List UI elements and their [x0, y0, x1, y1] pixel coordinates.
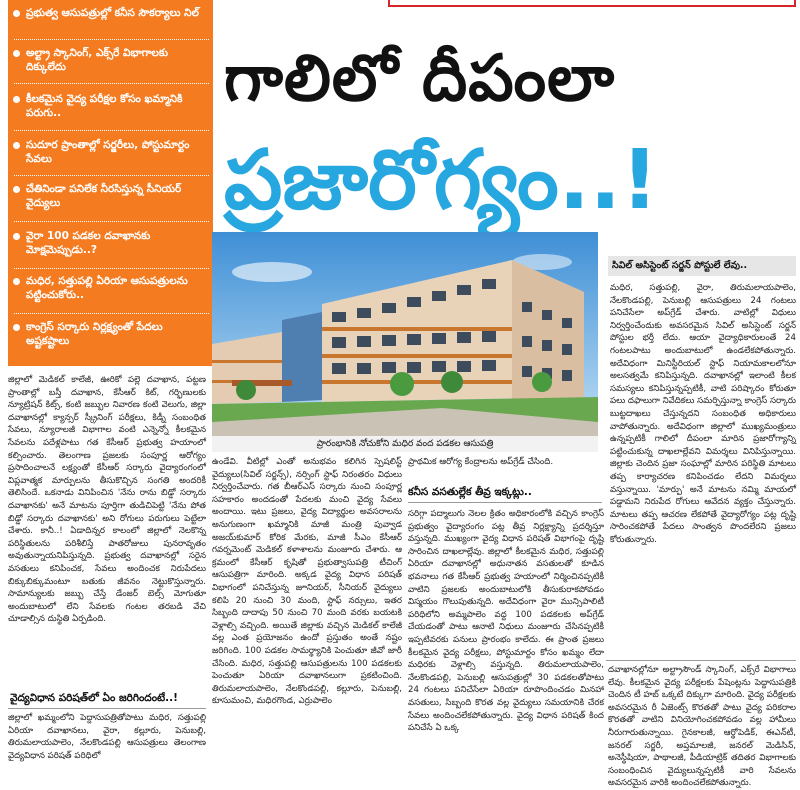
divider	[8, 708, 206, 709]
bullet-icon	[13, 186, 20, 193]
left-subheading: వైద్యవిధాన పరిషత్‌లో ఏం జరిగిందంటే..!	[10, 692, 178, 704]
divider	[14, 130, 209, 131]
left-column-text-1: జిల్లాలో మెడికల్ కాలేజీ, ఊరికో పల్లె దవాఖాన, పట్టణ ప్రాంతాల్లో బస్తీ దవాఖాన, కేసీఆర్ కిట్, గర్భిణులకు న్యూట్రిషన్ కిట్స్, కంటి జబ్బుల నివారణ కంటి వెలుగు, జిల్లా దవాఖానల్లో క్యాన్సర్ స్క్రీనింగ్ పరీక్షలు, కిడ్నీ సంబంధిత సేవలు, న్యూరాలజీ విభాగాల వంటి ఎన్నెన్నో కీలకమైన సేవలను పదేళ్లపాటు గత కేసీఆర్ ప్రభుత్వ హయాంలో కల్పించారు. తెలంగాణ ప్రజలకు సంపూర్ణ ఆరోగ్యం ప్రసాదించాలనే లక్ష్యంతో కేసీఆర్ సర్కారు వైద్యారంగంలో విప్లవాత్మక మార్పులను తీసుకొచ్చిన సంగతి అందరికీ తెలిసిందే. ఒకనాడు వినిపించిన 'నేను రాను బిడ్డో సర్కారు దవాఖానకు' అనే మాటను పూర్తిగా తుడిచిపెట్టి 'నేను పోత బిడ్డో సర్కారు దవాఖానకు' అని రోగులు పరుగులు పెట్టేలా చేశారు. కానీ..! ఏడాదిన్నర కాలంలో జిల్లాలో నెలకొన్న పరిస్థితులను పరిశీలిస్తే పాతరోజులు పునరావృతం అవుతున్నాయనిపిస్తున్నది. ప్రభుత్వ దవాఖానల్లో సరైన వసతులు కనిపించక, సేవలు అందించక నిరుపేదలు బిక్కుబిక్కుమంటూ బతుకు జీవనం నెట్టుకొస్తున్నారు. సామాన్యులకు జబ్బు చేస్తే డేంజర్ బెల్స్ మోగుతూ అందుబాటులో లేని సేవలకు గంటల తరబడి వేచి చూడాల్సిన దుస్థితి ఏర్పడింది.	[8, 375, 206, 625]
divider	[408, 502, 602, 503]
hospital-photo	[212, 232, 598, 436]
divider	[14, 313, 209, 314]
bullet-icon	[13, 142, 20, 149]
headline-line-2: ప్రజారోగ్యం..!	[224, 133, 659, 228]
divider	[14, 268, 209, 269]
bullet-icon	[13, 233, 20, 240]
middle-column-text-2: ప్రాథమిక ఆరోగ్య కేంద్రాలను అప్‌గ్రేడ్ చేసింది.	[408, 457, 554, 467]
highlights-sidebar: ప్రభుత్వ ఆసుపత్రుల్లో కనీస సౌకర్యాలు నిల్ అల్ట్రా స్కానింగ్, ఎక్స్‌రే విభాగాలకు దిక్కులేదు కీలకమైన వైద్య పరీక్షల కోసం ఖమ్మానికి పరుగు.. సుదూర ప్రాంతాల్లో సర్జరీలు, పోస్టుమార్టం సేవలు చేతినిండా పనిలేక నీరసిస్తున్న సీనియర్ వైద్యులు వైరా 100 పడకల దవాఖానకు మోక్షమెప్పుడు..? మధిర, సత్తుపల్లి ఏరియా ఆసుపత్రులను పట్టించుకోరు.. కాంగ్రెస్ సర్కారు నిర్లక్ష్యంతో పేదలు అష్టకష్టాలు	[8, 0, 213, 366]
right-section-heading: సివిల్ అసిస్టెంట్ సర్జన్ పోస్టులే లేవు..	[608, 256, 796, 276]
right-column-text-1: మధిర, సత్తుపల్లి, వైరా, తిరుమలాయపాలెం, నేలకొండపల్లి, పెనుబల్లి ఆసుపత్రులు 24 గంటలు పనిచేసేలా అప్‌గ్రేడ్ చేశారు. వాటిల్లో విధులు నిర్వర్తించేందుకు అవసరమైన సివిల్ అసిస్టెంట్ సర్జన్ పోస్టుల భర్తీ లేదు. ఆయా వైద్యాధికారులంతే 24 గంటలపాటు అందుబాటులో ఉండలేకపోతున్నారు. అదేవిధంగా మినిస్టీరియల్ స్టాఫ్ నియామకాలలోనూ అలసత్వమే కనిపిస్తున్నది. దవాఖానల్లో ఇలాంటి కీలక సమస్యలు కనిపిస్తున్నప్పటికీ, వాటి పరిష్కారం కోరుతూ పలు దఫాలుగా నివేదికలు సమర్పిస్తున్నా కాంగ్రెస్ సర్కారు బుట్టదాఖలు చేస్తున్నదని సంబంధిత అధికారులు వాపోతున్నారు. అదేవిధంగా జిల్లాలో ముఖ్యమంత్రులు ఉన్నప్పటికీ గాలిలో దీపంలా మారిన ప్రజారోగ్యాన్ని పట్టించుకున్న దాఖలాల్లేవని విమర్శలు వినిపిస్తున్నాయి. జిల్లాకు చెందిన ప్రజా సంఘాల్లో మారిన పరిస్థితి మాటలు తప్ప కార్యాచరణ కనిపించడం లేదని విమర్శలు వస్తున్నాయి. 'మార్పు' అనే మాటను నమ్మి మాయలో పడ్డామని నిరుపేద రోగులు ఆవేదన వ్యక్తం చేస్తున్నారు. మాటలు తప్ప ఆచరణ లేకపోతే వైద్యారోగ్యం పట్ల దృష్టి సారించకపోతే పేదలు సాంత్వన పొందలేరని ప్రజలు కోరుతున్నారు.	[610, 283, 796, 545]
divider	[606, 660, 796, 661]
bullet-icon	[13, 10, 20, 17]
divider	[14, 83, 209, 84]
middle-column-text-1: ఉండేవి. వీటిల్లో ఎంతో అనుభవం కలిగిన స్పెషలిస్ట్ వైద్యులు(సివిల్ సర్జన్స్), నర్సింగ్ స్టాఫ్ నిరంతరం విధులు నిర్వర్తించేవారు. గత బీఆర్ఎస్ సర్కారు నుంచి సంపూర్ణ సహకారం అందడంతో పేదలకు మంచి వైద్య సేవలు అందాయి. ఇటు ప్రజలు, వైద్య విద్యార్థుల అవసరాలను అనుగుణంగా ఖమ్మానికి మాజీ మంత్రి పువ్వాడ అజయ్‌కుమార్ కోరిక మేరకు, మాజీ సీఎం కేసీఆర్ గవర్నమెంట్ మెడికల్ కళాశాలను మంజూరు చేశారు. ఆ క్రమంలో కేసీఆర్ కృషితో ప్రభుత్వాసుపత్రి టీచింగ్ ఆసుపత్రిగా మారింది. అక్కడ వైద్య విధాన పరిషత్ విభాగంలో పనిచేస్తున్న జూనియర్, సీనియర్ వైద్యులు కలిపి 20 నుంచి 30 మంది, స్టాఫ్ నర్సులు, ఇతర సిబ్బంది దాదాపు 50 నుంచి 70 మంది వరకు బయటకి వెళ్లాల్సి వచ్చింది. అయితే జిల్లాకు వచ్చిన మెడికల్ కాలేజీ వల్ల ఎంత ప్రయోజనం ఉందో ప్రస్తుతం అంతే నష్టం జరిగింది. 100 పడకల సామర్థ్యానికి పెంచుతూ జీవో జారీ చేసింది. మధిర, సత్తుపల్లి ఆసుపత్రులను 100 పడకలకు పెంచుతూ ఏరియా దవాఖానలుగా ప్రకటించింది. తిరుమలాయపాలెం, నేలకొండపల్లి, కల్లూరు, పెనుబల్లి, కూసుమంచి, మధిరగొండ, ఎర్రుపాలెం	[212, 457, 402, 707]
bullet-icon	[13, 50, 20, 57]
bullet-icon	[13, 278, 20, 285]
divider	[14, 39, 209, 40]
top-border	[388, 0, 796, 7]
divider	[14, 221, 209, 222]
divider	[14, 175, 209, 176]
photo-caption: ప్రారంభానికి నోచుకోని మధిర వంద పడకల ఆసుపత్రి	[212, 436, 598, 452]
bullet-icon	[13, 96, 20, 103]
middle-subheading: కనీస వసతుల్లేక తీవ్ర ఇక్కట్లు..	[408, 486, 532, 498]
middle-column-text-3: సరిగ్గా పద్మాలుగు నెలల క్రితం అధికారంలోకి వచ్చిన కాంగ్రెస్ ప్రభుత్వం వైద్యారంగం పట్ల తీవ్ర నిర్లక్ష్యాన్ని ప్రదర్శిస్తూ వస్తున్నది. ముఖ్యంగా వైద్య విధాన పరిషత్ విభాగంపై దృష్టి సారించిన దాఖలాల్లేవు. జిల్లాలో కీలకమైన మధిర, సత్తుపల్లి ఏరియా దవాఖానల్లో అధునాతన వసతులతో కూడిన భవనాలు గత కేసీఆర్ ప్రభుత్వ హయాంలో నిర్మించినప్పటికీ వాటిని ప్రజలకు అందుబాటులోకి తీసుకురాకపోవడం విస్మయం గొలుపుతున్నది. అదేవిధంగా వైరా మున్సిపాలిటీ పరిధిలోని అమ్మపాలెం వద్ద 100 పడకలకు అప్‌గ్రేడ్ చేయడంతో పాటు ఆనాటి నిధులు మంజూరు చేసినప్పటికీ ఇప్పటివరకు పనులు ప్రారంభం కాలేదు. ఈ ప్రాంత ప్రజలు కీలకమైన వైద్య పరీక్షలు, పోస్టుమార్టం కోసం ఖమ్మం లేదా మధిరకు వెళ్లాల్సి వస్తున్నది. తిరుమలాయపాలెం, నేలకొండపల్లి, పెనుబల్లి ఆసుపత్రుల్లో 30 పడకలతోపాటు 24 గంటలు పనిచేసేలా ఏరియా రూపొందించడం మినహా వసతులు, సిబ్బంది కొరత వల్ల వైద్యులు సమయానికి చేరక సేవలు అందించలేకపోతున్నారు. వైద్య విధాన పరిషత్ కింద పనిచేసే ఏ ఒక్క	[408, 509, 604, 734]
left-column-text-2: జిల్లాలో ఖమ్మంలోని పెద్దాసుపత్రితోపాటు మధిర, సత్తుపల్లి ఏరియా దవాఖానలు, వైరా, కల్లూరు, పెనుబల్లి, తిరుమలాయపాలెం, నేలకొండపల్లి ఆసుపత్రులు తెలంగాణ వైద్యవిధాన పరిషత్ పరిధిలో	[8, 713, 206, 761]
headline-line-1: గాలిలో దీపంలా	[224, 42, 616, 116]
bullet-icon	[13, 324, 20, 331]
right-column-text-2: దవాఖానల్లోనూ అల్ట్రాసౌండ్ స్కానింగ్, ఎక్స్‌రే విభాగాలు లేవు. కీలకమైన వైద్య పరీక్షలకు పేషెంట్లను పెద్దాసుపత్రికి చెందిన టీ హబ్ ఒక్కటే దిక్కుగా మారింది. వైద్య పరీక్షలకు అవసరమైన రీ ఏజెంట్స్ కొరతతో పాటు వైద్య పరికరాల కొరతతో వాటిని వినియోగించకపోవడం వల్ల హామీలు నీరుగారుతున్నాయి. గైనకాలజీ, ఆర్థోపెడిక్, ఈఎన్‌టీ, జనరల్ సర్జరీ, అప్తమాలజీ, జనరల్ మెడిసిన్, అనెస్థీషియా, పాథాలజీ, పీడియాట్రిక్ తదితర విభాగాలకు సంబంధించిన వైద్యులున్నప్పటికీ వారి సేవలను అవసరమైన వారికి అందించలేకపోతున్నారు.	[608, 665, 796, 789]
